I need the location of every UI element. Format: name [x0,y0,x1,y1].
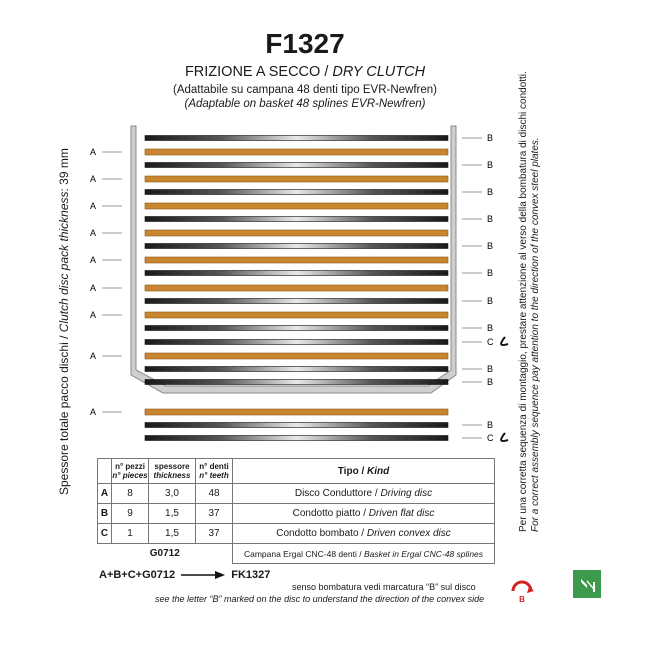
row-thickness: 3,0 [149,484,196,504]
pack-thickness-english: Clutch disc pack thickness [57,191,71,333]
convex-direction-marker [501,433,508,441]
convex-marker-group [501,337,508,441]
subtitle-separator: / [320,64,333,80]
footer-kind: Campana Ergal CNC-48 denti / Basket in Ergal CNC-48 splines [233,544,495,564]
row-kind-en: Driven flat disc [368,508,435,519]
table-row [98,524,495,544]
compatibility-english: (Adaptable on basket 48 splines EVR-Newfren) [184,98,426,110]
disc-label-driving: A [90,174,97,184]
convex-marker-letter: B [519,595,525,603]
row-thickness: 1,5 [149,524,196,544]
row-pieces: 8 [112,484,149,504]
row-teeth: 37 [196,524,233,544]
disc-stack [145,136,448,441]
header-kind-it: Tipo [337,465,359,477]
header-kind-en: Kind [367,465,390,477]
disc-label-flat: B [487,133,494,143]
disc-label-driving: A [90,310,97,320]
formula-result: FK1327 [231,569,271,581]
assembly-note-english: For a correct assembly sequence pay attention to the direction of the convex steel plates. [530,137,541,532]
header-thickness-en: thickness [153,471,191,480]
disc-label-flat: B [487,268,494,278]
footer-kind-en: Basket in Ergal CNC-48 splines [363,548,484,559]
disc-label-flat: B [487,241,494,251]
driven-flat-disc [145,190,448,195]
pack-thickness-italian: Spessore totale pacco dischi [57,342,71,495]
driven-flat-disc [145,326,448,331]
driven-flat-disc [145,299,448,304]
table-row [98,504,495,524]
disc-label-flat: B [487,214,494,224]
row-teeth: 48 [196,484,233,504]
spec-table-header [98,459,495,484]
disc-label-flat: B [487,187,494,197]
disc-label-driving: A [90,147,97,157]
row-code: C [98,524,112,544]
driven-flat-disc [145,244,448,249]
convex-note-italian: senso bombatura vedi marcatura “B” sul disco [292,582,476,592]
row-kind-en: Driven convex disc [366,528,451,539]
disc-label-driving: A [90,201,97,211]
row-kind-it: Condotto piatto [292,508,361,519]
driven-flat-disc [145,271,448,276]
driven-flat-disc [145,163,448,168]
header-teeth-it: n° denti [199,462,229,471]
driving-disc [145,203,448,209]
row-code: B [98,504,112,524]
convex-direction-icon [508,575,536,603]
row-kind-en: Driving disc [380,488,433,499]
driving-disc [145,257,448,263]
driven-flat-disc [145,423,448,428]
header-kind: Tipo / Kind [233,459,495,484]
header-pieces [112,459,149,484]
disc-label-flat: B [487,296,494,306]
assembly-note-italian: Per una corretta sequenza di montaggio, prestare attenzione al verso della bombatura di dischi condotti. [518,71,529,532]
table-footer-row [98,544,495,564]
header-thickness [149,459,196,484]
row-kind: Condotto piatto / Driven flat disc [233,504,495,524]
driven-flat-disc [145,136,448,141]
footer-code: G0712 [98,544,233,564]
row-pieces: 1 [112,524,149,544]
driven-convex-disc [145,340,448,345]
compatibility-italian: (Adattabile su campana 48 denti tipo EVR-Newfren) [172,84,437,96]
driven-flat-disc [145,380,448,385]
header-code [98,459,112,484]
disc-label-driving: A [90,283,97,293]
driving-disc [145,230,448,236]
driving-disc [145,149,448,155]
disc-label-driving: A [90,407,97,417]
table-row [98,484,495,504]
row-thickness: 1,5 [149,504,196,524]
disc-label-convex: C [487,433,494,443]
driven-flat-disc [145,217,448,222]
header-teeth [196,459,233,484]
footer-kind-it: Campana Ergal CNC-48 denti [243,548,357,559]
brand-logo [573,570,601,598]
convex-direction-marker [501,337,508,345]
kit-formula [99,569,270,581]
row-pieces: 9 [112,504,149,524]
header-teeth-en: n° teeth [199,471,229,480]
product-code: F1327 [265,28,345,59]
row-kind-it: Condotto bombato [276,528,359,539]
pack-thickness-sep: / [57,332,71,343]
disc-label-flat: B [487,160,494,170]
header-thickness-it: spessore [154,462,190,471]
convex-note-english: see the letter “B” marked on the disc to understand the direction of the convex side [155,594,485,604]
row-teeth: 37 [196,504,233,524]
driving-disc [145,409,448,415]
subtitle-italian: FRIZIONE A SECCO [184,64,321,80]
disc-label-flat: B [487,420,494,430]
header-pieces-en: n° pieces [112,471,148,480]
driving-disc [145,312,448,318]
disc-label-flat: B [487,377,494,387]
driving-disc [145,353,448,359]
driving-disc [145,285,448,291]
row-kind-it: Disco Conduttore [294,488,373,499]
row-kind: Disco Conduttore / Driving disc [233,484,495,504]
disc-label-driving: A [90,255,97,265]
spec-table [97,458,495,564]
row-kind: Condotto bombato / Driven convex disc [233,524,495,544]
header-pieces-it: n° pezzi [115,462,145,471]
lightning-icon [573,570,601,598]
pack-thickness-value: : 39 mm [57,148,71,192]
driven-flat-disc [145,367,448,372]
subtitle-english: DRY CLUTCH [332,64,426,80]
driven-convex-disc [145,436,448,441]
disc-label-flat: B [487,364,494,374]
row-code: A [98,484,112,504]
disc-label-convex: C [487,337,494,347]
disc-label-driving: A [90,228,97,238]
arrow-right-icon [181,570,225,580]
driving-disc [145,176,448,182]
formula-components: A+B+C+G0712 [99,569,176,581]
disc-label-driving: A [90,351,97,361]
disc-label-flat: B [487,323,494,333]
